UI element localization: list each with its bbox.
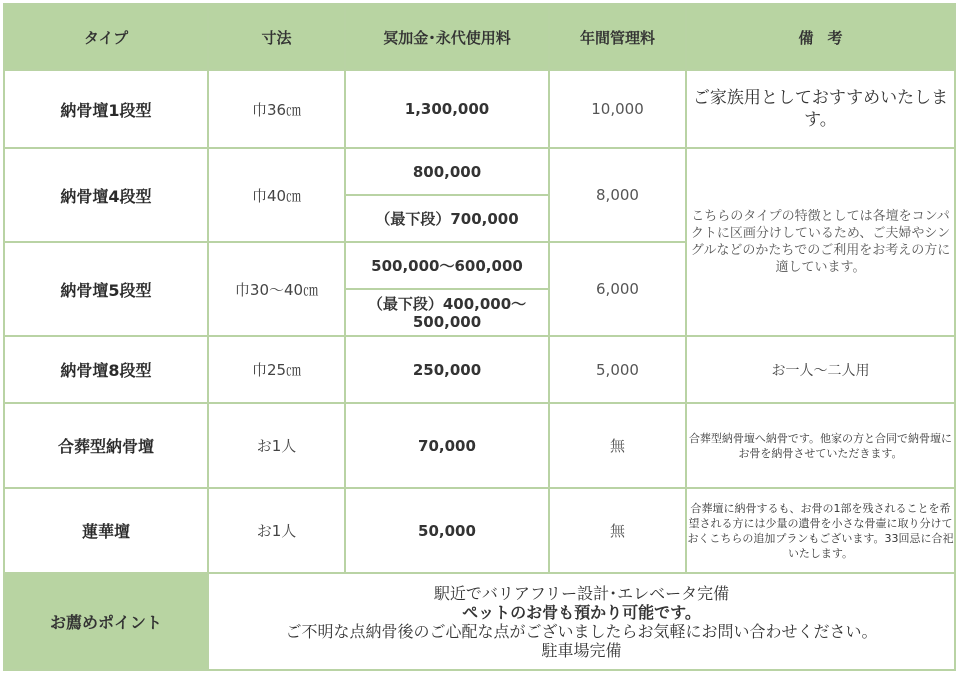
type-cell: 蓮華壇 (5, 489, 209, 574)
table-row (5, 71, 956, 149)
fee-cell: 500,000～600,000 (346, 243, 550, 290)
fee-cell: 50,000 (346, 489, 550, 574)
notes-cell: こちらのタイプの特徴としては各壇をコンパクトに区画分けしているため、ご夫婦やシングルなどのかたちでのご利用をお考えの方に適しています。 (687, 149, 956, 337)
type-cell: 納骨壇8段型 (5, 337, 209, 404)
header-row (5, 5, 956, 71)
header-notes: 備考 (687, 5, 956, 71)
table-row (5, 149, 956, 196)
annual-fee-cell: 8,000 (550, 149, 687, 243)
header-size: 寸法 (209, 5, 346, 71)
table-row (5, 404, 956, 489)
annual-fee-cell: 無 (550, 489, 687, 574)
recommend-label: お薦めポイント (5, 574, 209, 671)
fee-cell-lowest: （最下段）400,000～500,000 (346, 290, 550, 337)
recommend-line-access: 駅近でバリアフリー設計･エレベータ完備 (433, 583, 730, 603)
annual-fee-cell: 5,000 (550, 337, 687, 404)
type-cell: 納骨壇4段型 (5, 149, 209, 243)
table-row (5, 337, 956, 404)
type-cell: 合葬型納骨壇 (5, 404, 209, 489)
size-cell: お1人 (209, 489, 346, 574)
table-row (5, 489, 956, 574)
type-cell: 納骨壇1段型 (5, 71, 209, 149)
annual-fee-cell: 無 (550, 404, 687, 489)
recommend-line-pets: ペットのお骨も預かり可能です。 (462, 602, 701, 622)
fee-cell: 70,000 (346, 404, 550, 489)
header-annual: 年間管理料 (550, 5, 687, 71)
recommend-line-contact: ご不明な点納骨後のご心配な点がございましたらお気軽にお問い合わせください。 (285, 621, 878, 641)
size-cell: お1人 (209, 404, 346, 489)
annual-fee-cell: 6,000 (550, 243, 687, 337)
size-cell: 巾30～40㎝ (209, 243, 346, 337)
notes-cell: 合葬壇に納骨するも、お骨の1部を残されることを希望される方には少量の遺骨を小さな骨壷に取り分けておくこちらの追加プランもございます。33回忌に合祀いたします。 (687, 489, 956, 574)
fee-cell: 250,000 (346, 337, 550, 404)
recommend-body (209, 574, 956, 671)
recommend-line-parking: 駐車場完備 (541, 640, 622, 660)
fee-cell: 1,300,000 (346, 71, 550, 149)
header-fee: 冥加金･永代使用料 (346, 5, 550, 71)
size-cell: 巾36㎝ (209, 71, 346, 149)
fee-cell-lowest: （最下段）700,000 (346, 196, 550, 243)
recommend-row (5, 574, 956, 671)
price-table (3, 3, 956, 671)
size-cell: 巾40㎝ (209, 149, 346, 243)
header-type: タイプ (5, 5, 209, 71)
notes-cell: 合葬型納骨壇へ納骨です。他家の方と合同で納骨壇にお骨を納骨させていただきます。 (687, 404, 956, 489)
notes-cell: お一人～二人用 (687, 337, 956, 404)
size-cell: 巾25㎝ (209, 337, 346, 404)
type-cell: 納骨壇5段型 (5, 243, 209, 337)
notes-cell: ご家族用としておすすめいたします。 (687, 71, 956, 149)
annual-fee-cell: 10,000 (550, 71, 687, 149)
fee-cell: 800,000 (346, 149, 550, 196)
